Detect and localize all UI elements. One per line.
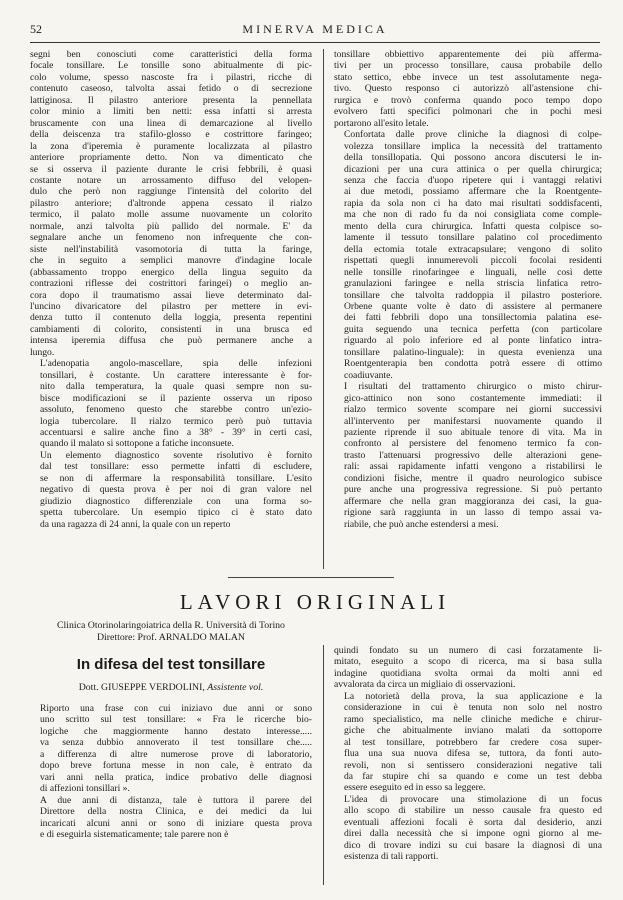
text-line: nito dalla temperatura, la quale quasi sempre non su-	[40, 381, 312, 393]
text-line: giudizio diagnostico differenziale con una forma so-	[40, 495, 312, 507]
text-line: di affezioni tonsillari ».	[40, 783, 130, 795]
text-line: nelle tonsille rinofaringee e linguali, nelle così dette	[344, 266, 602, 278]
text-line: ai due metodi, possiamo affermare che la Roentgente-	[344, 186, 602, 198]
text-line: I risultati del trattamento chirurgico o misto chirur-	[344, 381, 602, 393]
text-line: giche che abitualmente inviano malati da sottoporre	[344, 725, 602, 737]
author-name: GIUSEPPE VERDOLINI,	[101, 682, 205, 693]
text-line: portarono all'esito letale.	[334, 117, 429, 129]
text-line: della ectomia totale extracapsulare; vengono di solito	[344, 243, 602, 255]
text-line: essere eseguito ed in esso sa leggere.	[344, 782, 486, 794]
text-line: l'uncino divaricatore del pilastro per mettere in evi-	[30, 300, 312, 312]
text-line: rialzo termico sovente scompare nei giorni successivi	[344, 404, 602, 416]
text-line: costante notare un arrossamento diffuso del velopen-	[30, 174, 312, 186]
header-rule	[30, 42, 600, 43]
text-line: tonsillari, è costante. Un carattere interessante è for-	[40, 369, 312, 381]
text-line: volezza tonsillare implica la necessità del trattamento	[344, 140, 602, 152]
text-line: accentuarsi e salire anche fino a 38° - 39° in certi casi,	[40, 426, 312, 438]
text-line: Direttore della nostra Clinica, e dei medici da lui	[40, 806, 312, 818]
text-line: colo volume, spesso nascoste fra i pilastri, ricche di	[30, 71, 312, 83]
text-line: L'adenopatia angolo-mascellare, spia delle infezioni	[40, 358, 312, 370]
text-line: incaricati alcuni anni or sono di iniziare questa prova	[40, 817, 312, 829]
affiliation-line-1: Clinica Otorinolaringoiatrica della R. Università di Torino	[57, 620, 285, 631]
text-line: spetta tubercolare. Un esempio tipico ci è stato dato	[40, 507, 312, 519]
article-title: In difesa del test tonsillare	[76, 656, 266, 673]
text-line: La notorietà della prova, la sua applicazione e la	[344, 690, 602, 702]
text-line: ramo specialistico, ma nelle cliniche mediche e chirur-	[344, 713, 602, 725]
paragraph	[30, 795, 312, 841]
text-line: condizioni fisiche, mentre il quadro neurologico subisce	[344, 472, 602, 484]
text-line: al test tonsillare, potrebbero far credere cosa super-	[344, 736, 602, 748]
text-line: rapia da sola non ci ha dato mai risultati soddisfacenti,	[344, 197, 602, 209]
text-line: normale, anzi talvolta più pallido del normale. E' da	[30, 220, 312, 232]
text-line: mento della cura chirurgica. Infatti questa colpisce so-	[344, 220, 602, 232]
column-divider-top	[323, 49, 324, 569]
text-line: guita seguendo una tecnica perfetta (con particolare	[344, 323, 602, 335]
text-line: (abbassamento troppo energico della lingua seguito da	[30, 266, 312, 278]
text-line: L'idea di provocare una stimolazione di un focus	[344, 793, 602, 805]
author-prefix: Dott.	[78, 682, 99, 693]
paragraph	[334, 794, 602, 863]
text-line: riguardo al polo inferiore ed al ponte linfatico intra-	[344, 335, 602, 347]
text-line: e di eseguirla sistematicamente; tale parere non è	[40, 828, 229, 840]
text-line: rurgica e trovò conferma quando poco tempo dopo	[334, 94, 602, 106]
text-line: termico, il palato molle assume nuovamente un colorito	[30, 209, 312, 221]
text-line: bruscamente con una linea di demarcazione al livello	[30, 117, 312, 129]
text-line: esistenza di tali rapporti.	[344, 851, 439, 863]
text-line: tivi per un processo tonsillare, causa probabile dello	[334, 60, 602, 72]
text-line: tonsillare palatino-linguale): in questa evenienza una	[344, 346, 602, 358]
paragraph	[30, 49, 312, 358]
text-line: A due anni di distanza, tale è tuttora il parere del	[40, 794, 312, 806]
text-line: color minio a limiti ben netti: essa infatti si arresta	[30, 106, 312, 118]
article-author	[30, 682, 312, 693]
text-line: se non di affermare la responsabilità tonsillare. L'esito	[40, 472, 312, 484]
text-line: va senza dubbio annoverato il test tonsillare che.....	[40, 737, 312, 749]
paragraph	[334, 645, 602, 691]
text-line: ma che non di rado fu da noi consigliata come comple-	[344, 209, 602, 221]
text-line: considerazione in cui è tenuta non solo nel nostro	[344, 702, 602, 714]
text-line: da far stupire chi sa quando e come un test debba	[344, 770, 602, 782]
text-line: tonsillare obbiettivo apparentemente dei più afferma-	[334, 49, 602, 60]
text-line: rispettati quegli innumerevoli piccoli focolai residenti	[344, 255, 602, 267]
text-line: all'intervento per manifestarsi nuovamente quando il	[344, 415, 602, 427]
text-line: la zona d'iperemia è puramente localizzata al pilastro	[30, 140, 312, 152]
section-separator-rule	[228, 577, 394, 578]
text-line: quando il malato si sottopone a fatiche inconsuete.	[40, 438, 234, 450]
text-line: lungo.	[30, 346, 55, 358]
text-line: logiche che maggiormente hanno destato interesse.....	[40, 725, 312, 737]
text-line: stato settico, ebbe invece un test assolutamente nega-	[334, 71, 602, 83]
text-line: coadiuvante.	[344, 369, 393, 381]
paragraph	[334, 381, 602, 530]
text-line: trasto l'attenuarsi progressivo delle alterazioni gene-	[344, 449, 602, 461]
running-title: MINERVA MEDICA	[242, 22, 388, 36]
text-line: Confortata dalle prove cliniche la diagnosi di colpe-	[344, 129, 602, 141]
text-line: revoli, non si sentissero considerazioni negative tali	[344, 759, 602, 771]
text-line: focale tonsillare. Le tonsille sono abitualmente di pic-	[30, 60, 312, 72]
text-line: direi dalla necessità che si impone ogni giorno al me-	[344, 828, 602, 840]
text-line: quindi fondato su un numero di casi forzatamente li-	[334, 645, 602, 656]
text-line: pilastro anteriore; d'altronde appena cessato il rialzo	[30, 197, 312, 209]
text-line: eventuali affezioni focali è sorta dal desiderio, anzi	[344, 816, 602, 828]
text-line: rali: assai rapidamente infatti vengono a ristabilirsi le	[344, 461, 602, 473]
text-line: che in seguito a semplici manovre d'indagine locale	[30, 255, 312, 267]
text-line: paziente riprende il suo abituale tenore di vita. Ma in	[344, 426, 602, 438]
column-right-bottom	[334, 645, 602, 863]
text-line: anteriore propriamente detto. Non va dimenticato che	[30, 152, 312, 164]
text-line: Riporto una frase con cui iniziavo due anni or sono	[40, 703, 312, 714]
text-line: indagine quotidiana svolta ormai da molti anni ed	[334, 667, 602, 679]
paragraph	[334, 49, 602, 129]
text-line: dal test tonsillare: esso permette infatti di escludere,	[40, 461, 312, 473]
text-line: a differenza di altre numerose prove di laboratorio,	[40, 748, 312, 760]
text-line: granulazioni faringee e nella striscia linfatica retro-	[344, 278, 602, 290]
text-line: gico-attinico non sono costantemente immediati: il	[344, 392, 602, 404]
text-line: rigione sarà raggiunta in un lasso di tempo assai va-	[344, 507, 602, 519]
paragraph	[334, 691, 602, 794]
text-line: se si osserva il paziente durante le crisi febbrili, è quasi	[30, 163, 312, 175]
text-line: negativo di questa prova è per noi di gran valore nel	[40, 484, 312, 496]
text-line: flua una sua nuova difesa se, tuttora, da fonti auto-	[344, 748, 602, 760]
page-number: 52	[30, 22, 42, 36]
text-line: tonsillare che talvolta raddoppia il pilastro posteriore.	[344, 289, 602, 301]
text-line: segnalare anche un fenomeno non infrequente che con-	[30, 232, 312, 244]
text-line: vari anni nella pratica, indice probativo delle diagnosi	[40, 771, 312, 783]
text-line: contrazioni riflesse dei costrittori faringei) o meglio an-	[30, 278, 312, 290]
text-line: della tonsillopatia. Qui possono ancora discutersi le in-	[344, 152, 602, 164]
column-right-top	[334, 49, 602, 530]
paragraph	[30, 358, 312, 450]
column-left-bottom	[30, 703, 312, 840]
text-line: bisce modificazioni se il paziente osserva un riposo	[40, 392, 312, 404]
text-line: da una ragazza di 24 anni, la quale con un reperto	[40, 518, 231, 530]
paragraph	[334, 129, 602, 381]
text-line: riabile, che può anche estendersi a mesi.	[344, 518, 499, 530]
column-divider-bottom	[323, 645, 324, 885]
text-line: Un elemento diagnostico sovente risolutivo è fornito	[40, 449, 312, 461]
text-line: confronto al persistere del fenomeno termico fa con-	[344, 438, 602, 450]
text-line: dico di trovare indizi su cui basare la diagnosi di una	[344, 839, 602, 851]
page-header	[30, 22, 600, 40]
text-line: Orbene quante volte è dato di assistere al permanere	[344, 300, 602, 312]
section-title: LAVORI ORIGINALI	[179, 590, 451, 614]
text-line: assoluto, fenomeno questo che starebbe contro un'ezio-	[40, 404, 312, 416]
text-line: uno scritto sul test tonsillare: « Fra le ricerche bio-	[40, 714, 312, 726]
text-line: senza che faccia d'uopo ripetere qui i vantaggi relativi	[344, 174, 602, 186]
text-line: cambiamenti di colorito, consistenti in una brusca ed	[30, 323, 312, 335]
text-line: contenuto caseoso, talvolta assai fetido o di secrezione	[30, 83, 312, 95]
text-line: siste nell'instabilità vasomotoria di tutta la faringe,	[30, 243, 312, 255]
text-line: intensa iperemia diffusa che può permanere anche a	[30, 335, 312, 347]
text-line: dicazioni per una cura attinica o per quella chirurgica;	[344, 163, 602, 175]
text-line: dopo breve fortuna messe in non cale, è entrato da	[40, 760, 312, 772]
text-line: denza tutto il contenuto della loggia, presenta repentini	[30, 312, 312, 324]
paragraph	[30, 703, 312, 795]
text-line: tivo. Questo responso ci autorizzò all'astensione chi-	[334, 83, 602, 95]
text-line: della deiscenza tra stafilo-glosso e costrittore faringeo;	[30, 129, 312, 141]
text-line: Roentgenterapia ben condotta potrà essere di ottimo	[344, 358, 602, 370]
text-line: allo scopo di stabilire un nesso causale fra questo ed	[344, 805, 602, 817]
text-line: affermare che nella gran maggioranza dei casi, la gua-	[344, 495, 602, 507]
text-line: segni ben conosciuti come caratteristici della forma	[30, 49, 312, 60]
affiliation-line-2: Direttore: Prof. ARNALDO MALAN	[96, 632, 246, 643]
text-line: lattiginosa. Il pilastro anteriore presenta la pennellata	[30, 94, 312, 106]
text-line: mitato, eseguito a scopo di ricerca, ma si basa sulla	[334, 656, 602, 668]
text-line: dulo che però non raggiunge l'intensità del colorito del	[30, 186, 312, 198]
column-left-top	[30, 49, 312, 530]
text-line: logia tubercolare. Il rialzo termico però può tuttavia	[40, 415, 312, 427]
text-line: dei fatti febbrili dopo una tonsillectomia palatina ese-	[344, 312, 602, 324]
author-role: Assistente vol.	[207, 682, 264, 693]
text-line: cora dopo il traumatismo assai lieve determinato dal-	[30, 289, 312, 301]
text-line: pure anche una progressiva regressione. Si può pertanto	[344, 484, 602, 496]
article-affiliation	[30, 620, 312, 644]
text-line: evolvero fatti specifici polmonari che in pochi mesi	[334, 106, 602, 118]
text-line: lamente il tessuto tonsillare palatino col procedimento	[344, 232, 602, 244]
text-line: avvalorata da circa un migliaio di osservazioni.	[334, 679, 516, 691]
paragraph	[30, 450, 312, 530]
